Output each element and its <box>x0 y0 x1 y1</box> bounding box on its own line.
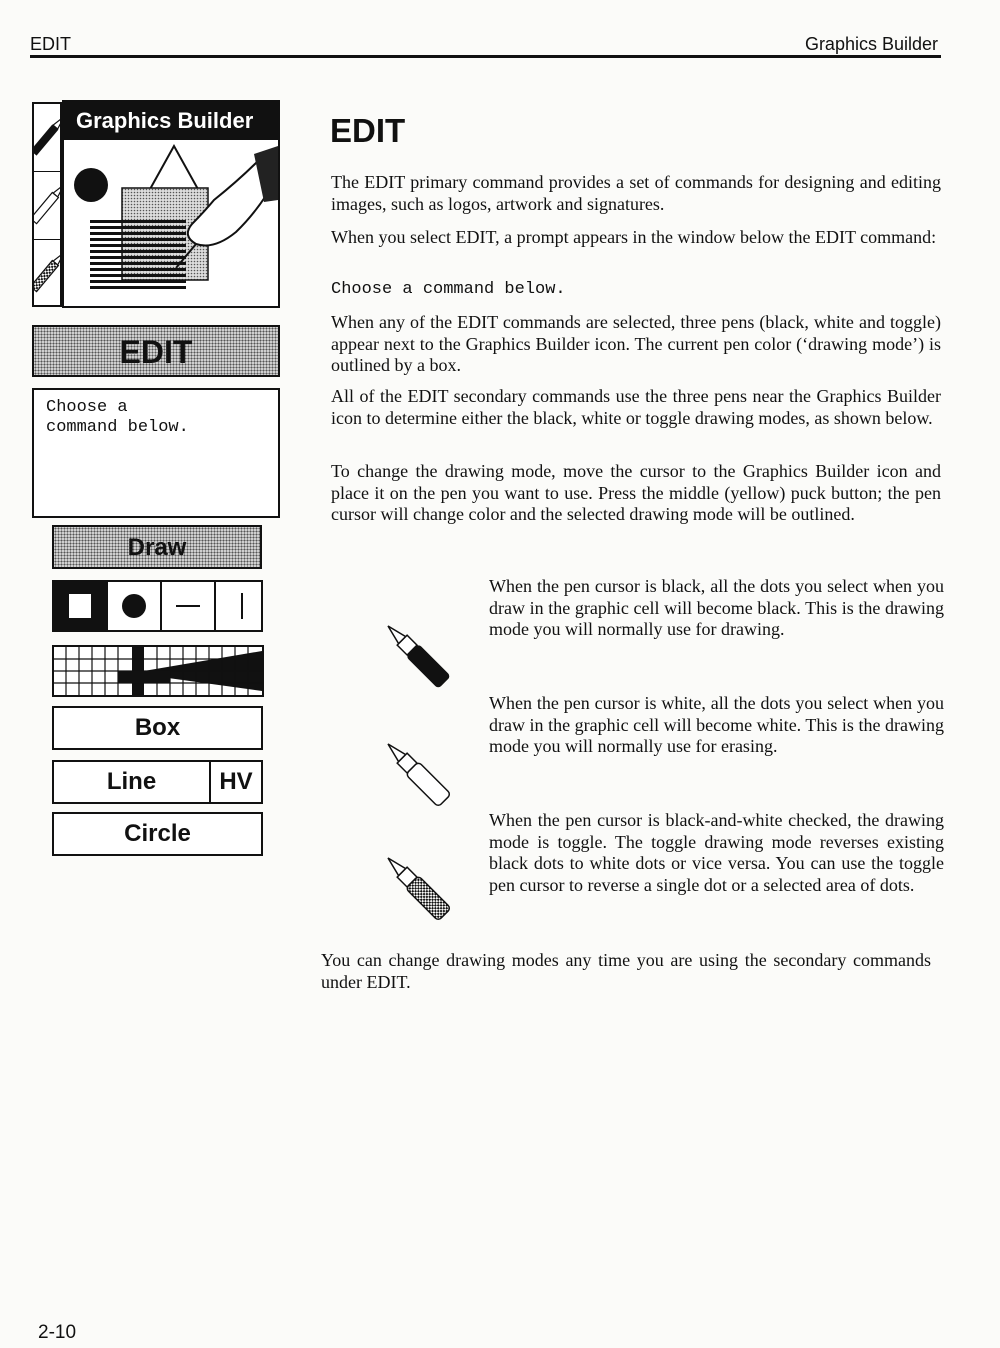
pattern-grid-selector[interactable] <box>52 645 264 697</box>
white-pen-cursor-icon <box>372 730 462 816</box>
vertical-line-icon <box>216 582 268 630</box>
hv-button[interactable]: HV <box>209 760 263 804</box>
white-pen-description: When the pen cursor is white, all the dots you select when you draw in the graphic cell will become white. This is the drawing mode you will normally use for erasing. <box>489 693 944 756</box>
box-button[interactable]: Box <box>52 706 263 750</box>
line-button-label: Line <box>106 768 157 795</box>
header-section-label: EDIT <box>30 34 72 54</box>
filled-circle-tool[interactable] <box>108 582 162 630</box>
intro-paragraph: The EDIT primary command provides a set of commands for designing and editing images, such as logos, artwork and signatures. <box>331 172 941 214</box>
circle-button[interactable]: Circle <box>52 812 263 856</box>
white-pen-icon <box>34 172 60 238</box>
prompt-intro-paragraph: When you select EDIT, a prompt appears in the window below the EDIT command: <box>331 227 937 247</box>
black-pen-icon <box>34 104 60 170</box>
horizontal-line-icon <box>162 582 214 630</box>
prompt-window: Choose a command below. <box>32 388 280 518</box>
black-pen-slot[interactable] <box>34 104 60 172</box>
secondary-commands-paragraph: All of the EDIT secondary commands use the three pens near the Graphics Builder icon to determine either the black, white or toggle drawing modes, as shown below. <box>331 386 941 428</box>
toggle-pen-cursor-icon <box>372 844 462 930</box>
line-button[interactable] <box>52 760 263 804</box>
horizontal-line-tool[interactable] <box>162 582 216 630</box>
page-number: 2-10 <box>38 1322 77 1343</box>
edit-command-button[interactable]: EDIT <box>32 325 280 377</box>
black-pen-description: When the pen cursor is black, all the dots you select when you draw in the graphic cell will become black. This is the drawing mode you will normally use for drawing. <box>489 576 944 639</box>
shape-tool-row <box>52 580 263 632</box>
pens-paragraph: When any of the EDIT commands are selected, three pens (black, white and toggle) appear next to the Graphics Builder icon. The current pen color (‘drawing mode’) is outlined by a box. <box>331 312 941 375</box>
vertical-line-tool[interactable] <box>216 582 268 630</box>
closing-paragraph: You can change drawing modes any time you are using the secondary commands under EDIT. <box>321 950 931 992</box>
change-mode-paragraph: To change the drawing mode, move the cursor to the Graphics Builder icon and place it on the pen you want to use. Press the middle (yellow) puck button; the pen cursor will change color and the selected drawing mode will be outlined. <box>331 461 941 524</box>
filled-square-icon <box>54 582 106 630</box>
toggle-pen-icon <box>34 240 60 306</box>
graphics-builder-icon[interactable] <box>62 100 280 308</box>
toggle-pen-slot[interactable] <box>34 240 60 307</box>
draw-button[interactable]: Draw <box>52 525 262 569</box>
graphics-builder-icon-title: Graphics Builder <box>64 102 278 140</box>
pen-selector <box>32 102 62 307</box>
graphics-builder-artwork <box>64 140 278 306</box>
toggle-pen-description: When the pen cursor is black-and-white checked, the drawing mode is toggle. The toggle drawing mode reverses existing black dots to white dots or vice versa. You can use the toggle pen cursor to reverse a single dot or a selected area of dots. <box>489 810 944 895</box>
filled-circle-icon <box>108 582 160 630</box>
black-pen-cursor-icon <box>372 612 462 698</box>
prompt-example-text: Choose a command below. <box>331 280 566 299</box>
filled-square-tool[interactable] <box>54 582 108 630</box>
white-pen-slot[interactable] <box>34 172 60 240</box>
header-rule <box>30 55 941 58</box>
header-manual-title: Graphics Builder <box>804 34 938 54</box>
section-title: EDIT <box>330 112 406 149</box>
